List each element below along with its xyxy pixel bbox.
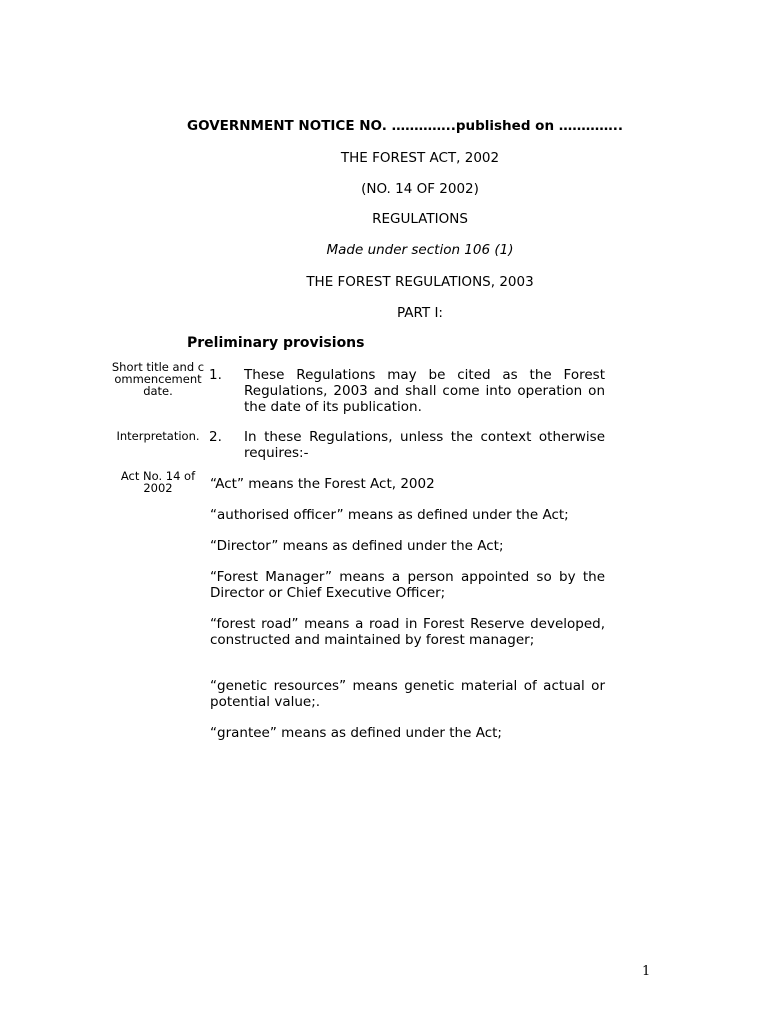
government-notice: GOVERNMENT NOTICE NO. …………..published on ………….. [187, 118, 624, 134]
section-text-1: These Regulations may be cited as the Forest Regulations, 2003 and shall come into operation on the date of its publication. [244, 367, 605, 415]
margin-note-act-reference: Act No. 14 of 2002 [120, 469, 196, 495]
definition-forest-road: “forest road” means a road in Forest Reserve developed, constructed and maintained by forest manager; [210, 616, 605, 648]
part-number: PART I: [397, 305, 443, 321]
made-under-section: Made under section 106 (1) [326, 242, 514, 258]
section-text-2: In these Regulations, unless the context otherwise requires:- [244, 429, 605, 461]
section-number-2: 2. [209, 429, 222, 445]
margin-note-interpretation: Interpretation. [116, 429, 200, 443]
definition-grantee: “grantee” means as defined under the Act; [210, 725, 502, 741]
section-number-1: 1. [209, 367, 222, 383]
act-title: THE FOREST ACT, 2002 [340, 150, 500, 166]
margin-note-short-title: Short title and commencement date. [111, 360, 205, 398]
definition-act: “Act” means the Forest Act, 2002 [210, 476, 435, 492]
act-number: (NO. 14 OF 2002) [361, 181, 479, 197]
definition-director: “Director” means as defined under the Act; [210, 538, 504, 554]
regulations-label: REGULATIONS [372, 211, 468, 227]
definition-genetic-resources: “genetic resources” means genetic material of actual or potential value;. [210, 678, 605, 710]
regulations-title: THE FOREST REGULATIONS, 2003 [306, 274, 534, 290]
definition-forest-manager: “Forest Manager” means a person appointed so by the Director or Chief Executive Officer; [210, 569, 605, 601]
definition-authorised-officer: “authorised officer” means as defined under the Act; [210, 507, 569, 523]
page-number: 1 [642, 964, 651, 979]
part-heading: Preliminary provisions [187, 335, 365, 351]
